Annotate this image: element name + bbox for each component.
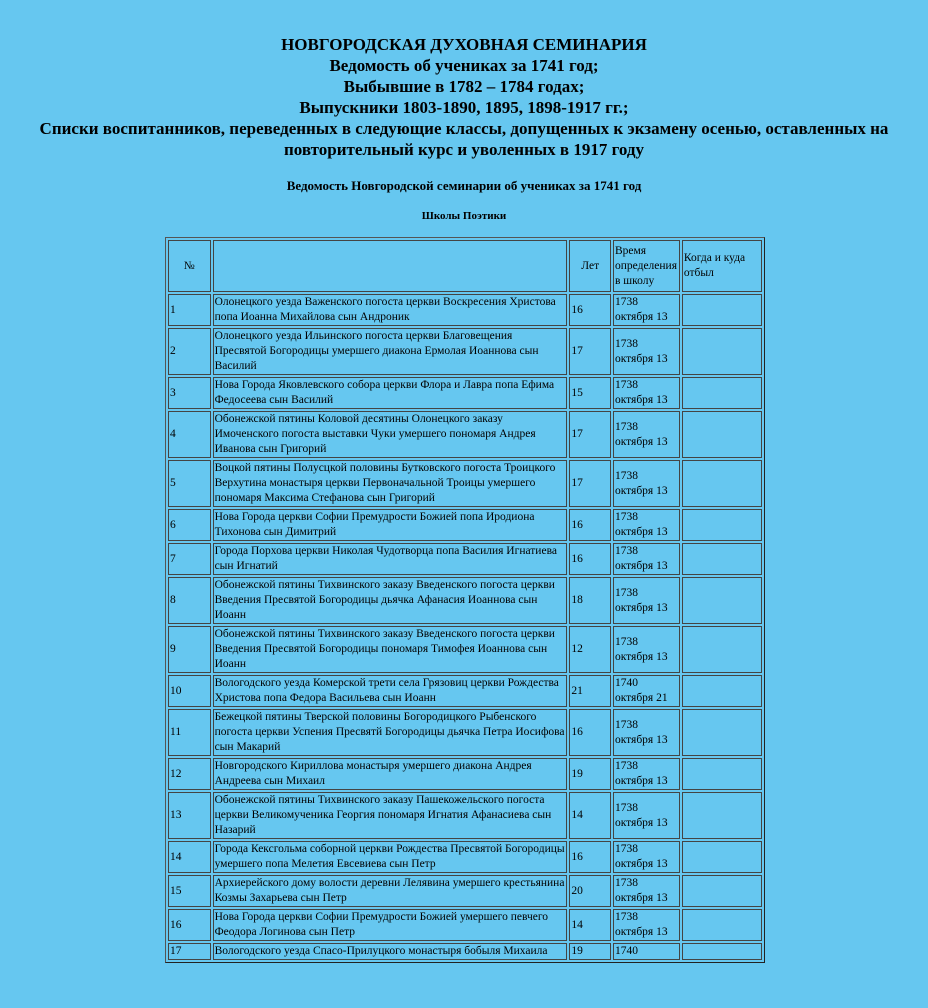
col-header-name: [213, 240, 568, 292]
cell-name: Нова Города церкви Софии Премудрости Божией попа Иродиона Тихонова сын Димитрий: [213, 509, 568, 541]
date-day: октября 13: [614, 601, 668, 614]
table-header-row: [168, 240, 762, 292]
cell-age: 16: [569, 543, 611, 575]
cell-number: 5: [168, 460, 211, 507]
date-year: 1738: [614, 545, 638, 557]
table-row: [168, 543, 762, 575]
table-row: [168, 675, 762, 707]
cell-date: [613, 411, 680, 458]
cell-date: [613, 328, 680, 375]
cell-departure: [682, 626, 762, 673]
cell-number: 3: [168, 377, 211, 409]
table-row: [168, 841, 762, 873]
date-year: 1738: [614, 635, 638, 648]
table-row: [168, 294, 762, 326]
cell-name: Воцкой пятины Полусцкой половины Бутковского погоста Троицкого Верхутина монастыря церкви Первоначальной Троицы умершего пономаря Максима Стефанова сын Григорий: [213, 460, 568, 507]
col-header-number: №: [168, 240, 211, 292]
col-header-departure: Когда и куда отбыл: [682, 240, 762, 292]
cell-departure: [682, 675, 762, 707]
date-day: октября 13: [614, 394, 668, 406]
date-year: 1738: [614, 511, 638, 523]
table-row: [168, 460, 762, 507]
cell-name: Олонецкого уезда Ильинского погоста церкви Благовещения Пресвятой Богородицы умершего диакона Ермолая Иоаннова сын Василий: [213, 328, 568, 375]
cell-name: Обонежской пятины Тихвинского заказу Пашекожельского погоста церкви Великомученика Георгия пономаря Игнатия Афанасиева сын Назарий: [213, 792, 568, 839]
cell-departure: [682, 509, 762, 541]
cell-number: 14: [168, 841, 211, 873]
date-year: 1738: [614, 296, 638, 308]
cell-number: 10: [168, 675, 211, 707]
cell-age: 19: [569, 758, 611, 790]
cell-date: [613, 792, 680, 839]
table-row: [168, 377, 762, 409]
date-day: октября 13: [614, 352, 668, 365]
col-header-age: Лет: [569, 240, 611, 292]
cell-departure: [682, 577, 762, 624]
cell-departure: [682, 875, 762, 907]
cell-name: Обонежской пятины Коловой десятины Олонецкого заказу Имоченского погоста выставки Чуки умершего пономаря Андрея Иванова сын Григорий: [213, 411, 568, 458]
cell-name: Бежецкой пятины Тверской половины Богородицкого Рыбенского погоста церкви Успения Пресвятй Богородицы дьячка Петра Иосифова сын Макарий: [213, 709, 568, 756]
table-container: [165, 237, 765, 963]
cell-number: 16: [168, 909, 211, 941]
cell-date: [613, 294, 680, 326]
title-line-2: Ведомость об учениках за 1741 год;: [329, 56, 599, 75]
cell-date: [613, 909, 680, 941]
cell-age: 16: [569, 294, 611, 326]
cell-name: Города Порхова церкви Николая Чудотворца попа Василия Игнатиева сын Игнатий: [213, 543, 568, 575]
date-year: 1738: [614, 760, 638, 772]
cell-date: [613, 543, 680, 575]
date-day: октября 13: [614, 775, 668, 787]
cell-number: 17: [168, 943, 211, 960]
date-day: октября 13: [614, 560, 668, 572]
cell-date: [613, 943, 680, 960]
cell-age: 17: [569, 411, 611, 458]
cell-age: 21: [569, 675, 611, 707]
date-year: 1738: [614, 379, 638, 391]
cell-name: Нова Города церкви Софии Премудрости Божией умершего певчего Феодора Логинова сын Петр: [213, 909, 568, 941]
cell-age: 16: [569, 709, 611, 756]
cell-date: [613, 875, 680, 907]
date-day: октября 13: [614, 526, 668, 538]
table-row: [168, 509, 762, 541]
cell-name: Новгородского Кириллова монастыря умершего диакона Андрея Андреева сын Михаил: [213, 758, 568, 790]
table-row: [168, 577, 762, 624]
cell-age: 12: [569, 626, 611, 673]
cell-departure: [682, 328, 762, 375]
cell-date: [613, 709, 680, 756]
cell-age: 17: [569, 328, 611, 375]
date-year: 1738: [614, 843, 638, 855]
cell-departure: [682, 943, 762, 960]
date-year: 1738: [614, 337, 638, 350]
cell-departure: [682, 841, 762, 873]
cell-name: Вологодского уезда Спасо-Прилуцкого монастыря бобыля Михаила: [213, 943, 568, 960]
date-year: 1738: [614, 469, 638, 482]
cell-name: Архиерейского дому волости деревни Лелявина умершего крестьянина Козмы Захарьева сын Петр: [213, 875, 568, 907]
cell-number: 6: [168, 509, 211, 541]
date-day: октября 13: [614, 892, 668, 904]
cell-departure: [682, 758, 762, 790]
date-year: 1738: [614, 877, 638, 889]
cell-departure: [682, 792, 762, 839]
date-year: 1738: [614, 911, 638, 923]
cell-date: [613, 758, 680, 790]
cell-number: 13: [168, 792, 211, 839]
cell-departure: [682, 543, 762, 575]
date-year: 1740: [614, 677, 638, 689]
date-year: 1740: [614, 945, 638, 957]
cell-age: 15: [569, 377, 611, 409]
cell-name: Олонецкого уезда Важенского погоста церкви Воскресения Христова попа Иоанна Михайлова сын Андроник: [213, 294, 568, 326]
date-year: 1738: [614, 586, 638, 599]
cell-number: 7: [168, 543, 211, 575]
date-day: октября 13: [614, 484, 668, 497]
cell-name: Нова Города Яковлевского собора церкви Флора и Лавра попа Ефима Федосеева сын Василий: [213, 377, 568, 409]
table-row: [168, 758, 762, 790]
table-row: [168, 875, 762, 907]
cell-number: 4: [168, 411, 211, 458]
cell-date: [613, 377, 680, 409]
date-day: октября 13: [614, 858, 668, 870]
cell-name: Города Кексгольма соборной церкви Рождества Пресвятой Богородицы умершего попа Мелетия Евсевиева сын Петр: [213, 841, 568, 873]
table-row: [168, 709, 762, 756]
cell-date: [613, 577, 680, 624]
date-day: октября 13: [614, 926, 668, 938]
cell-age: 16: [569, 509, 611, 541]
document-subtitle: Ведомость Новгородской семинарии об учениках за 1741 год: [286, 178, 642, 193]
table-row: [168, 792, 762, 839]
cell-departure: [682, 460, 762, 507]
cell-date: [613, 460, 680, 507]
cell-departure: [682, 909, 762, 941]
table-row: [168, 328, 762, 375]
cell-age: 14: [569, 909, 611, 941]
cell-date: [613, 841, 680, 873]
date-day: октября 21: [614, 692, 668, 704]
table-row: [168, 626, 762, 673]
cell-name: Вологодского уезда Комерской трети села Грязовиц церкви Рождества Христова попа Федора Васильева сын Иоанн: [213, 675, 568, 707]
cell-age: 19: [569, 943, 611, 960]
date-year: 1738: [614, 420, 638, 433]
cell-name: Обонежской пятины Тихвинского заказу Введенского погоста церкви Введения Пресвятой Богородицы дьячка Афанасия Иоаннова сын Иоанн: [213, 577, 568, 624]
date-day: октября 13: [614, 650, 668, 663]
cell-name: Обонежской пятины Тихвинского заказу Введенского погоста церкви Введения Пресвятой Богородицы пономаря Тимофея Иоаннова сын Иоанн: [213, 626, 568, 673]
cell-departure: [682, 294, 762, 326]
cell-number: 15: [168, 875, 211, 907]
cell-departure: [682, 377, 762, 409]
title-line-4: Выпускники 1803-1890, 1895, 1898-1917 гг.;: [299, 98, 629, 117]
cell-number: 12: [168, 758, 211, 790]
cell-age: 14: [569, 792, 611, 839]
cell-age: 20: [569, 875, 611, 907]
students-table: [165, 237, 765, 963]
title-line-1: НОВГОРОДСКАЯ ДУХОВНАЯ СЕМИНАРИЯ: [281, 35, 647, 54]
cell-age: 18: [569, 577, 611, 624]
title-line-3: Выбывшие в 1782 – 1784 годах;: [343, 77, 585, 96]
cell-number: 1: [168, 294, 211, 326]
date-day: октября 13: [614, 816, 668, 829]
date-day: октября 13: [614, 311, 668, 323]
table-row: [168, 943, 762, 960]
cell-departure: [682, 411, 762, 458]
cell-number: 2: [168, 328, 211, 375]
cell-date: [613, 675, 680, 707]
cell-age: 16: [569, 841, 611, 873]
cell-departure: [682, 709, 762, 756]
date-day: октября 13: [614, 435, 668, 448]
table-row: [168, 411, 762, 458]
cell-age: 17: [569, 460, 611, 507]
page-title: [0, 34, 928, 160]
cell-date: [613, 509, 680, 541]
date-year: 1738: [614, 801, 638, 814]
cell-number: 8: [168, 577, 211, 624]
date-day: октября 13: [614, 733, 668, 746]
cell-number: 9: [168, 626, 211, 673]
table-row: [168, 909, 762, 941]
title-line-5: Списки воспитанников, переведенных в следующие классы, допущенных к экзамену осенью, оставленных на повторительный курс и уволенных в 1917 году: [39, 119, 889, 159]
col-header-date: Время определения в школу: [613, 240, 680, 292]
cell-date: [613, 626, 680, 673]
cell-number: 11: [168, 709, 211, 756]
section-heading: Школы Поэтики: [421, 210, 507, 222]
date-year: 1738: [614, 718, 638, 731]
